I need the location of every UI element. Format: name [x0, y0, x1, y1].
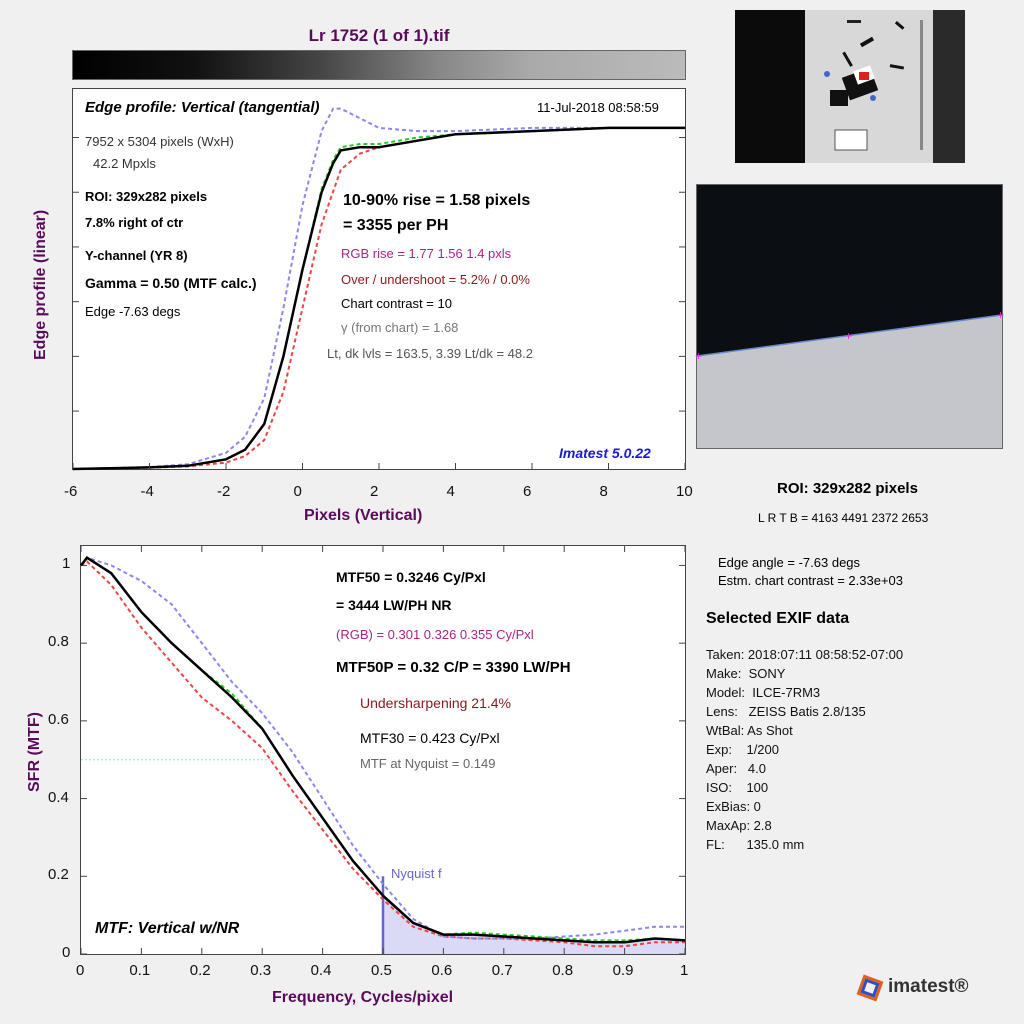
- svg-text:+: +: [997, 308, 1005, 322]
- mtf-ytick-label: 0.6: [48, 710, 69, 728]
- exif-line: ExBias: 0: [706, 799, 761, 814]
- roi-text: ROI: 329x282 pixels: [85, 189, 208, 204]
- mtf-ytick-label: 0.8: [48, 633, 69, 651]
- nyquist-area: [383, 896, 685, 954]
- exif-title: Selected EXIF data: [706, 610, 850, 627]
- mtf-xtick-label: 0.4: [310, 962, 332, 979]
- image-size: 7952 x 5304 pixels (WxH): [85, 134, 234, 149]
- mtf-plot-title: MTF: Vertical w/NR: [95, 920, 240, 937]
- edge-xtick-label: 10: [676, 483, 693, 500]
- roi-label: ROI: 329x282 pixels: [777, 480, 918, 497]
- mtf-xtick-label: 0.3: [250, 962, 272, 979]
- mtf-ytick-label: 0.2: [48, 866, 69, 884]
- exif-line: WtBal: As Shot: [706, 723, 793, 738]
- edge-xtick-label: -4: [140, 483, 154, 500]
- channel: Y-channel (YR 8): [85, 248, 188, 263]
- edge-xtick-label: -2: [217, 483, 231, 500]
- mtf50: MTF50 = 0.3246 Cy/Pxl: [336, 569, 486, 585]
- gamma: Gamma = 0.50 (MTF calc.): [85, 275, 257, 291]
- mtf-ytick-label: 0: [62, 944, 71, 961]
- edge-xtick-label: 2: [370, 483, 379, 500]
- roi-contrast: Estm. chart contrast = 2.33e+03: [718, 573, 903, 588]
- mtf-y-label: SFR (MTF): [26, 712, 43, 792]
- mtf-xtick-label: 0.2: [189, 962, 211, 979]
- edge-profile-plot: [72, 88, 686, 470]
- roi-image: [696, 184, 1003, 449]
- exif-line: Taken: 2018:07:11 08:58:52-07:00: [706, 647, 904, 662]
- light-dark-levels: Lt, dk lvls = 163.5, 3.39 Lt/dk = 48.2: [327, 346, 533, 361]
- exif-line: MaxAp: 2.8: [706, 818, 772, 833]
- edge-xtick-label: 0: [293, 483, 302, 500]
- edge-x-label: Pixels (Vertical): [304, 507, 423, 524]
- imatest-logo-icon: [858, 976, 882, 1000]
- mtf-xtick-label: 0.6: [431, 962, 453, 979]
- exif-line: Lens: ZEISS Batis 2.8/135: [706, 704, 866, 719]
- edge-xtick-label: 4: [446, 483, 455, 500]
- mtf50-rgb: (RGB) = 0.301 0.326 0.355 Cy/Pxl: [336, 627, 534, 642]
- mtf-xtick-label: 0.1: [129, 962, 151, 979]
- mtf50p: MTF50P = 0.32 C/P = 3390 LW/PH: [336, 659, 571, 676]
- roi-edge-angle: Edge angle = -7.63 degs: [718, 555, 861, 570]
- svg-text:+: +: [695, 349, 703, 363]
- mtf30: MTF30 = 0.423 Cy/Pxl: [360, 730, 500, 746]
- roi-offset: 7.8% right of ctr: [85, 215, 184, 230]
- roi-image-svg: [695, 185, 1005, 448]
- mtf-plot: [80, 545, 686, 955]
- mtf-x-label: Frequency, Cycles/pixel: [272, 989, 454, 1006]
- exif-line: Model: ILCE-7RM3: [706, 685, 821, 700]
- edge-y-label: Edge profile (linear): [32, 209, 49, 360]
- rise-per-ph: = 3355 per PH: [343, 217, 449, 234]
- imatest-logo: imatest®: [888, 976, 969, 997]
- exif-line: Aper: 4.0: [706, 761, 766, 776]
- mtf-xtick-label: 0: [76, 962, 85, 979]
- mtf-xtick-label: 1: [680, 962, 689, 979]
- mtf-xtick-label: 0.5: [371, 962, 392, 979]
- mpxls: 42.2 Mpxls: [93, 156, 156, 171]
- gamma-from-chart: γ (from chart) = 1.68: [341, 320, 459, 335]
- chart-contrast: Chart contrast = 10: [341, 296, 452, 311]
- gray-gradient-bar: [72, 50, 686, 80]
- edge-angle: Edge -7.63 degs: [85, 304, 181, 319]
- rgb-rise: RGB rise = 1.77 1.56 1.4 pxls: [341, 246, 512, 261]
- imatest-version: Imatest 5.0.22: [559, 445, 651, 461]
- full-image-svg: [735, 10, 965, 163]
- mtf50-lwph: = 3444 LW/PH NR: [336, 597, 452, 613]
- edge-timestamp: 11-Jul-2018 08:58:59: [537, 100, 659, 115]
- edge-xtick-label: -6: [64, 483, 78, 500]
- rise-1090: 10-90% rise = 1.58 pixels: [343, 192, 531, 209]
- exif-line: Exp: 1/200: [706, 742, 779, 757]
- exif-list: [706, 645, 903, 854]
- mtf-nyquist-text: MTF at Nyquist = 0.149: [360, 756, 496, 771]
- mtf-xtick-label: 0.9: [612, 962, 634, 979]
- mtf-ytick-label: 0.4: [48, 788, 69, 806]
- exif-line: Make: SONY: [706, 666, 786, 681]
- nyquist-label: Nyquist f: [391, 866, 442, 881]
- roi-coords: L R T B = 4163 4491 2372 2653: [758, 511, 929, 525]
- mtf-ytick-label: 1: [62, 555, 71, 573]
- figure-title: Lr 1752 (1 of 1).tif: [308, 26, 450, 45]
- edge-plot-title: Edge profile: Vertical (tangential): [85, 99, 320, 116]
- full-image-thumbnail: [735, 10, 965, 163]
- svg-text:+: +: [845, 329, 853, 343]
- edge-xtick-label: 8: [599, 483, 608, 500]
- mtf-xtick-label: 0.7: [491, 962, 513, 979]
- edge-xtick-label: 6: [523, 483, 532, 500]
- mtf-xtick-label: 0.8: [552, 962, 574, 979]
- exif-line: ISO: 100: [706, 780, 769, 795]
- undersharpening: Undersharpening 21.4%: [360, 695, 511, 711]
- overshoot: Over / undershoot = 5.2% / 0.0%: [341, 272, 530, 287]
- exif-line: FL: 135.0 mm: [706, 837, 805, 852]
